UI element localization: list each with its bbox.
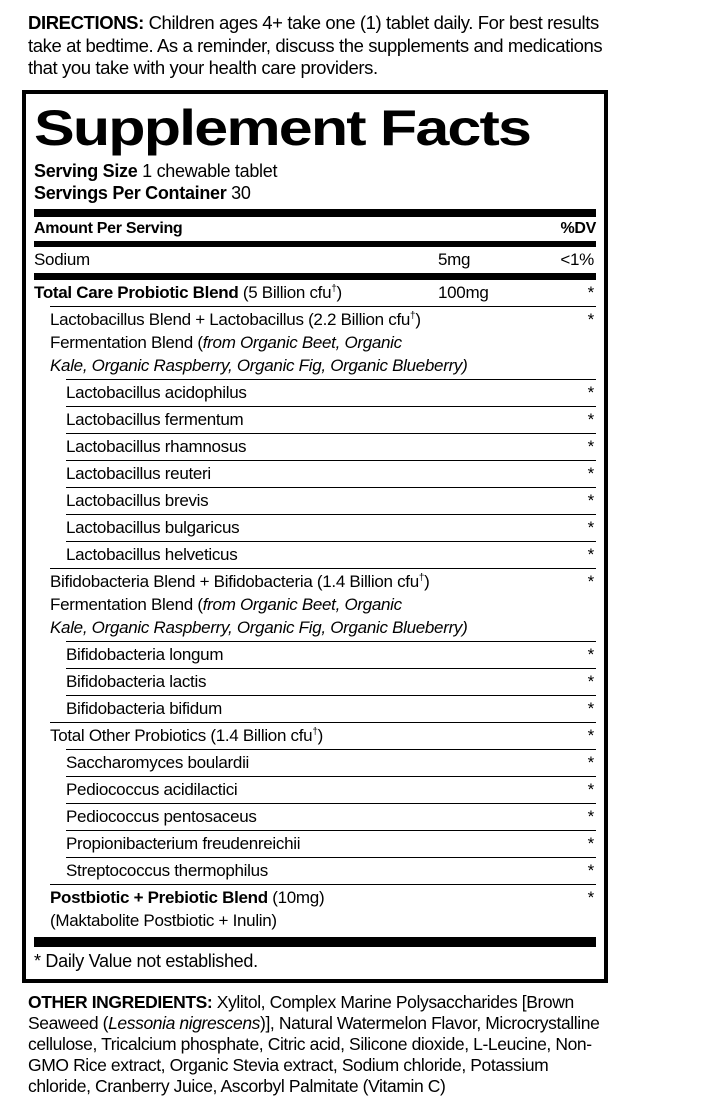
dv-value: * <box>587 806 594 826</box>
ingredient-name <box>34 248 596 271</box>
text-segment: )], Natural Watermelon Flavor, Microcrystalline cellulose, Tricalcium phosphate, Citric acid, Silicone dioxide, L-Leucine, Non-GMO Rice extract, Organic Stevia extract, Sodium chloride, Potassium chloride, Cranberry Juice, Ascorbyl Palmitate (Vitamin C) <box>28 1012 600 1096</box>
table-row <box>34 542 596 568</box>
text-segment: Bifidobacteria longum <box>66 644 224 664</box>
table-row <box>34 461 596 487</box>
serving-size-value: 1 chewable tablet <box>142 160 278 181</box>
dv-value: * <box>587 833 594 853</box>
facts-rows <box>34 247 596 934</box>
dv-value: * <box>587 887 594 907</box>
text-segment: Lessonia nigrescens <box>108 1012 261 1033</box>
table-row <box>34 307 596 379</box>
table-row <box>34 380 596 406</box>
ingredient-name <box>66 832 596 855</box>
serving-size-label: Serving Size <box>34 160 138 181</box>
directions-label: DIRECTIONS: <box>28 12 144 33</box>
other-ingredients-label: OTHER INGREDIENTS: <box>28 991 213 1012</box>
text-segment: Bifidobacteria bifidum <box>66 698 222 718</box>
dv-value: * <box>587 490 594 510</box>
text-segment: Bifidobacteria lactis <box>66 671 207 691</box>
other-ingredients-text <box>28 992 608 1097</box>
separator-bar <box>34 273 596 280</box>
ingredient-name <box>66 751 596 774</box>
table-row <box>34 750 596 776</box>
ingredient-name <box>50 308 596 377</box>
text-segment: from Organic Beet, Organic <box>202 332 402 352</box>
text-segment: Streptococcus thermophilus <box>66 860 268 880</box>
dv-value: * <box>587 382 594 402</box>
dv-header: %DV <box>560 219 596 237</box>
table-row <box>34 858 596 884</box>
dv-value: * <box>587 698 594 718</box>
daily-value-footnote: * Daily Value not established. <box>34 950 258 971</box>
separator-bar <box>34 209 596 217</box>
text-segment: Postbiotic + Prebiotic Blend <box>50 887 268 907</box>
text-segment: Total Other Probiotics (1.4 Billion cfu <box>50 725 313 745</box>
text-segment: Lactobacillus fermentum <box>66 409 244 429</box>
dv-value: * <box>587 463 594 483</box>
text-segment: ) <box>336 282 342 302</box>
dv-value: * <box>587 309 594 329</box>
text-segment: ) <box>317 725 323 745</box>
text-segment: ) <box>415 309 421 329</box>
table-row <box>34 642 596 668</box>
text-segment: from Organic Beet, Organic <box>202 594 402 614</box>
text-segment: Bifidobacteria Blend + Bifidobacteria (1.4 Billion cfu <box>50 571 419 591</box>
text-segment: Lactobacillus reuteri <box>66 463 211 483</box>
separator-bar <box>34 937 596 947</box>
amount-per-serving-header-row <box>34 217 596 241</box>
serving-size-row <box>34 160 596 182</box>
text-segment: Lactobacillus bulgaricus <box>66 517 240 537</box>
dv-value: * <box>587 860 594 880</box>
table-row <box>34 723 596 749</box>
directions-text <box>28 12 610 80</box>
amount-per-serving-header: Amount Per Serving <box>34 219 183 237</box>
ingredient-name <box>66 462 596 485</box>
ingredient-name <box>50 570 596 639</box>
text-segment: (10mg) <box>267 887 325 907</box>
ingredient-name <box>66 778 596 801</box>
dv-value: * <box>587 644 594 664</box>
ingredient-name <box>66 435 596 458</box>
dv-value: * <box>587 517 594 537</box>
text-segment: Total Care Probiotic Blend <box>34 282 239 302</box>
table-row <box>34 488 596 514</box>
servings-per-container-value: 30 <box>231 182 251 203</box>
dv-value: * <box>587 671 594 691</box>
amount-value: 100mg <box>438 282 489 302</box>
dv-value: * <box>587 752 594 772</box>
text-segment: Fermentation Blend ( <box>50 594 203 614</box>
text-segment: Lactobacillus rhamnosus <box>66 436 247 456</box>
servings-per-container-label: Servings Per Container <box>34 182 227 203</box>
table-row <box>34 777 596 803</box>
table-row <box>34 804 596 830</box>
directions-body: Children ages 4+ take one (1) tablet daily. For best results take at bedtime. As a reminder, discuss the supplements and medications that you take with your health care providers. <box>28 12 603 79</box>
text-segment: Lactobacillus brevis <box>66 490 209 510</box>
table-row <box>34 407 596 433</box>
table-row <box>34 696 596 722</box>
text-segment: Propionibacterium freudenreichii <box>66 833 301 853</box>
text-segment: Lactobacillus helveticus <box>66 544 238 564</box>
ingredient-name <box>66 805 596 828</box>
ingredient-name <box>66 859 596 882</box>
ingredient-name <box>66 643 596 666</box>
ingredient-name <box>66 489 596 512</box>
dv-value: * <box>587 282 594 302</box>
text-segment: † <box>410 310 416 322</box>
dv-value: * <box>587 779 594 799</box>
dv-value: <1% <box>560 249 594 269</box>
text-segment: † <box>331 283 337 295</box>
text-segment: † <box>312 726 318 738</box>
text-segment: † <box>418 572 425 584</box>
dv-value: * <box>587 725 594 745</box>
table-row <box>34 434 596 460</box>
table-row <box>34 280 596 306</box>
ingredient-name <box>66 670 596 693</box>
ingredient-name <box>66 516 596 539</box>
table-row <box>34 247 596 273</box>
table-row <box>34 669 596 695</box>
dv-value: * <box>587 436 594 456</box>
text-segment: (Maktabolite Postbiotic + Inulin) <box>50 910 277 930</box>
ingredient-name <box>66 697 596 720</box>
text-segment: (5 Billion cfu <box>238 282 332 302</box>
amount-value: 5mg <box>438 249 471 269</box>
text-segment: Sodium <box>34 249 90 269</box>
text-segment: Pediococcus acidilactici <box>66 779 238 799</box>
ingredient-name <box>66 543 596 566</box>
dv-value: * <box>587 409 594 429</box>
table-row <box>34 569 596 641</box>
text-segment: Kale, Organic Raspberry, Organic Fig, Organic Blueberry) <box>50 355 468 375</box>
supplement-facts-panel <box>22 90 608 983</box>
dv-value: * <box>587 544 594 564</box>
panel-title-wrap <box>34 100 596 156</box>
table-row <box>34 515 596 541</box>
text-segment: Saccharomyces boulardii <box>66 752 250 772</box>
text-segment: ) <box>424 571 430 591</box>
ingredient-name <box>66 408 596 431</box>
text-segment: Pediococcus pentosaceus <box>66 806 257 826</box>
servings-per-container-row <box>34 182 596 204</box>
table-row <box>34 885 596 934</box>
dv-value: * <box>587 571 594 591</box>
ingredient-name <box>50 886 596 932</box>
text-segment: Lactobacillus acidophilus <box>66 382 247 402</box>
ingredient-name <box>50 724 596 747</box>
text-segment: Fermentation Blend ( <box>50 332 203 352</box>
table-row <box>34 831 596 857</box>
panel-title: Supplement Facts <box>34 99 531 156</box>
text-segment: Xylitol, Complex Marine Polysaccharides [Brown Seaweed ( <box>28 991 574 1033</box>
text-segment: Kale, Organic Raspberry, Organic Fig, Organic Blueberry) <box>50 617 468 637</box>
ingredient-name <box>66 381 596 404</box>
text-segment: Lactobacillus Blend + Lactobacillus (2.2 Billion cfu <box>50 309 411 329</box>
ingredient-name <box>34 281 596 304</box>
